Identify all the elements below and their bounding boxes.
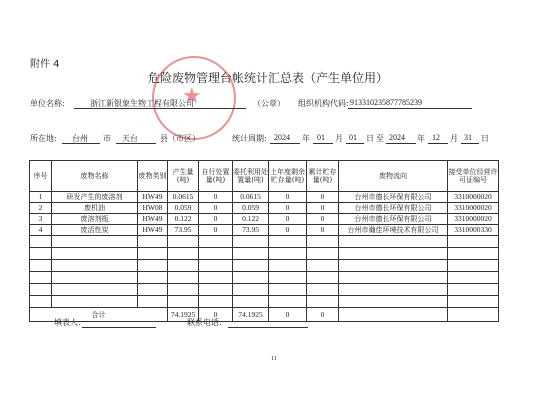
seal-label: （公章） <box>253 99 285 108</box>
row-entrusted: 0.059 <box>233 203 269 214</box>
row-self-disposed: 0 <box>199 214 233 225</box>
header-waste-category: 废物类别 <box>138 161 168 192</box>
row-waste-name: 废溶剂瓶 <box>52 214 138 225</box>
total-produced: 74.1925 <box>168 308 199 322</box>
row-category: HW08 <box>138 203 168 214</box>
attachment-label: 附件 4 <box>30 59 60 70</box>
period-label: 统计周期: <box>232 134 267 143</box>
end-day: 31 <box>464 133 472 142</box>
table-row <box>30 192 499 203</box>
row-category: HW49 <box>138 214 168 225</box>
location-label: 所在地: <box>30 134 57 143</box>
empty-row <box>30 236 499 248</box>
row-self-disposed: 0 <box>199 203 233 214</box>
total-prev-storage: 0 <box>269 308 307 322</box>
start-month-char: 月 <box>335 134 343 143</box>
row-index: 1 <box>30 192 52 203</box>
header-produced: 产生量(吨) <box>168 161 199 192</box>
to-char: 至 <box>376 134 384 143</box>
org-code-value: 913310235877785239 <box>350 98 422 107</box>
row-license-no: 3310000330 <box>448 225 499 236</box>
empty-row <box>30 272 499 284</box>
county-suffix: 县（市区） <box>160 134 200 143</box>
row-cumulative: 0 <box>307 192 339 203</box>
row-produced: 0.122 <box>168 214 199 225</box>
start-day-char: 日 <box>366 134 374 143</box>
row-entrusted: 73.95 <box>233 225 269 236</box>
unit-name-value: 浙江新银象生物工程有限公司 <box>90 99 194 108</box>
empty-row <box>30 248 499 260</box>
start-month: 01 <box>317 133 325 142</box>
empty-row <box>30 260 499 272</box>
phone-label: 联系电话: <box>187 318 222 327</box>
row-prev-storage: 0 <box>269 214 307 225</box>
empty-row <box>30 284 499 296</box>
row-index: 4 <box>30 225 52 236</box>
row-produced: 0.0615 <box>168 192 199 203</box>
table-row <box>30 214 499 225</box>
end-year: 2024 <box>389 133 405 142</box>
end-month-char: 月 <box>450 134 458 143</box>
table-row <box>30 225 499 236</box>
header-self-disposed: 自行处置量(吨) <box>199 161 233 192</box>
row-index: 2 <box>30 203 52 214</box>
row-category: HW49 <box>138 225 168 236</box>
county-value: 天台 <box>122 134 138 143</box>
row-self-disposed: 0 <box>199 192 233 203</box>
total-self-disposed: 0 <box>199 308 233 322</box>
table-row <box>30 203 499 214</box>
header-entrusted: 委托利用处置量(吨) <box>233 161 269 192</box>
start-year: 2024 <box>274 133 290 142</box>
unit-name-label: 单位名称: <box>30 99 65 108</box>
row-produced: 73.95 <box>168 225 199 236</box>
row-cumulative: 0 <box>307 214 339 225</box>
org-code-label: 组织机构代码: <box>298 99 349 108</box>
header-cumulative: 累计贮存量(吨) <box>307 161 339 192</box>
row-self-disposed: 0 <box>199 225 233 236</box>
empty-row <box>30 296 499 308</box>
row-destination: 台州市瀚佳环境技术有限公司 <box>339 225 448 236</box>
row-license-no: 3310000020 <box>448 203 499 214</box>
seal-star-icon: ★ <box>182 84 202 109</box>
header-destination: 废物流向 <box>339 161 448 192</box>
total-label: 合计 <box>30 308 168 322</box>
row-waste-name: 研发产生的废溶剂 <box>52 192 138 203</box>
header-prev-storage: 上年度剩余贮存量(吨) <box>269 161 307 192</box>
row-produced: 0.059 <box>168 203 199 214</box>
row-index: 3 <box>30 214 52 225</box>
row-prev-storage: 0 <box>269 225 307 236</box>
total-cumulative: 0 <box>307 308 339 322</box>
header-waste-name: 废物名称 <box>52 161 138 192</box>
end-month: 12 <box>432 133 440 142</box>
row-destination: 台州市德长环保有限公司 <box>339 192 448 203</box>
waste-ledger-table <box>29 160 499 322</box>
row-license-no: 3310000020 <box>448 192 499 203</box>
header-license-no: 接受单位经营许可证编号 <box>448 161 499 192</box>
row-prev-storage: 0 <box>269 203 307 214</box>
end-day-char: 日 <box>481 134 489 143</box>
row-category: HW49 <box>138 192 168 203</box>
page-number: 11 <box>271 356 277 362</box>
row-destination: 台州市德长环保有限公司 <box>339 214 448 225</box>
row-entrusted: 0.122 <box>233 214 269 225</box>
header-index: 序号 <box>30 161 52 192</box>
end-year-char: 年 <box>417 134 425 143</box>
start-day: 01 <box>349 133 357 142</box>
row-license-no: 3310000020 <box>448 214 499 225</box>
row-waste-name: 废活性炭 <box>52 225 138 236</box>
start-year-char: 年 <box>302 134 310 143</box>
row-cumulative: 0 <box>307 203 339 214</box>
city-value: 台州 <box>72 134 88 143</box>
row-cumulative: 0 <box>307 225 339 236</box>
row-waste-name: 废机油 <box>52 203 138 214</box>
total-entrusted: 74.1925 <box>233 308 269 322</box>
total-row <box>30 308 499 322</box>
row-destination: 台州市德长环保有限公司 <box>339 203 448 214</box>
city-suffix: 市 <box>103 134 111 143</box>
row-prev-storage: 0 <box>269 192 307 203</box>
row-entrusted: 0.0615 <box>233 192 269 203</box>
page-title: 危险废物管理台帐统计汇总表（产生单位用） <box>148 71 389 85</box>
filler-label: 填表人: <box>54 318 81 327</box>
